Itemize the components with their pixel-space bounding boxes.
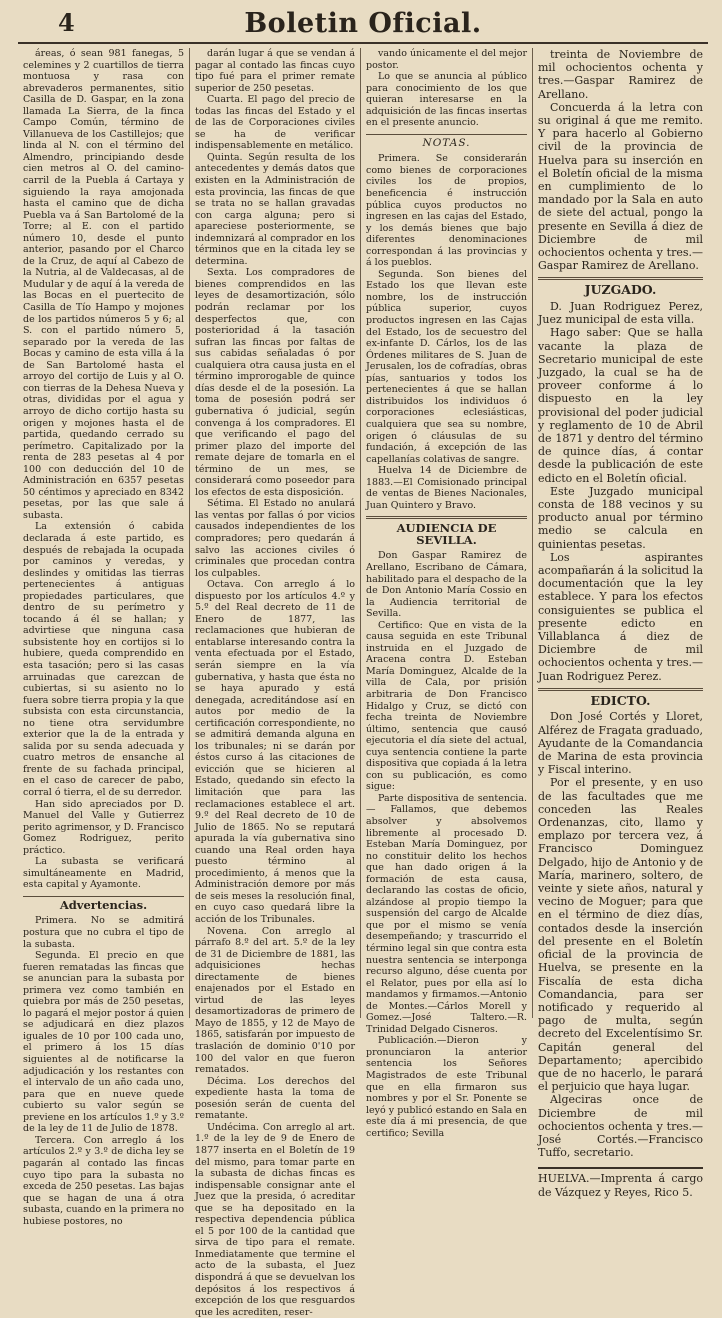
paragraph: D. Juan Rodriguez Perez, Juez municipal de esta villa.	[538, 300, 703, 327]
paragraph: treinta de Noviembre de mil ochocientos ochenta y tres.—Gaspar Ramirez de Arellano.	[538, 48, 703, 101]
paragraph: Tercera. Con arreglo á los artículos 2.º y 3.º de dicha ley se pagarán al contado las fincas cuyo tipo para la subasta no exceda de 250 pesetas. Las bajas que se hagan de una á otra subasta, cuando en la primera no hubiese postores, no	[23, 1134, 185, 1227]
paragraph: Por el presente, y en uso de las facultades que me conceden las Reales Ordenanzas, cito, llamo y emplazo por tercera vez, á Francisco Dominguez Delgado, hijo de Antonio y de María, marinero, soltero, de veinte y siete años, natural y vecino de Moguer; para que en el término de diez días, contados desde la inserción del presente en el Boletín oficial de la provincia de Huelva, se presente en la Fiscalía de esta dicha Comandancia, para ser notificado y requerido al pago de multa, según decreto del Excelentísimo Sr. Capitán general del Departamento; apercibido que de no hacerlo, le parará el perjuicio que haya lugar.	[538, 776, 703, 1094]
paragraph: Algeciras once de Diciembre de mil ochocientos ochenta y tres.—José Cortés.—Francisco Tuffo, secretario.	[538, 1093, 703, 1160]
paragraph: Segunda. Son bienes del Estado los que llevan este nombre, los de instrucción pública superior, cuyos productos ingresen en las Cajas del Estado, los de secuestro del ex-infante D. Cárlos, los de las Órdenes militares de S. Juan de Jerusalen, los de cofradías, obras pías, santuarios y todos los pertenecientes á que se hallan distribuidos los individuos ó corporaciones eclesiásticas, cualquiera que sea su nombre, origen ó cláusulas de su fundación, á excepción de las capellanías colativas de sangre.	[366, 268, 527, 465]
paragraph: La subasta se verificará simultáneamente en Madrid, esta capital y Ayamonte.	[23, 856, 184, 891]
paragraph: Han sido apreciados por D. Manuel del Valle y Gutierrez perito agrimensor, y D. Francisco Gomez Rodriguez, perito práctico.	[23, 798, 184, 856]
section-heading-notas: NOTAS.	[366, 134, 527, 150]
column-4	[532, 48, 708, 1199]
signature-paragraph: Huelva 14 de Diciembre de 1883.—El Comisionado principal de ventas de Bienes Nacionales, Juan Quintero y Bravo.	[366, 465, 527, 511]
paragraph: Los aspirantes acompañarán á la solicitud la documentación que la ley establece. Y para los efectos consiguientes se publica el presente edicto en Villablanca á diez de Diciembre de mil ochocientos ochenta y tres.—Juan Rodriguez Perez.	[538, 550, 703, 683]
paragraph: Hago saber: Que se halla vacante la plaza de Secretario municipal de este Juzgado, la cual se ha de proveer conforme á lo dispuesto en la ley provisional del poder judicial y reglamento de 10 de Abril de 1871 y dentro del término de quince días, á contar desde la publicación de este edicto en el Boletín oficial.	[538, 326, 703, 485]
section-heading-audiencia: AUDIENCIA DE SEVILLA.	[366, 516, 527, 546]
column-1	[18, 48, 189, 1227]
column-3	[360, 48, 532, 1139]
paragraph: Parte dispositiva de sentencia.— Fallamos, que debemos absolver y absolvemos libremente al procesado D. Esteban María Dominguez, por no constituir delito los hechos que han dado origen á la formación de esta causa, declarando las costas de oficio, alzándose al propio tiempo la suspensión del cargo de Alcalde que por el mismo se venía desempeñando; y trascurrido el término legal sin que contra esta nuestra sentencia se interponga recurso alguno, dése cuenta por el Relator, pues por ella así lo mandamos y firmamos.—Antonio de Montes.—Cárlos Morell y Gomez.—José Taltero.—R. Trinidad Delgado Cisneros.	[366, 792, 527, 1035]
paragraph: Lo que se anuncia al público para conocimiento de los que quieran interesarse en la adquisición de las fincas insertas en el presente anuncio.	[366, 71, 527, 129]
paragraph: Sétima. El Estado no anulará las ventas por fallas ó por vicios causados independientes de los compradores; pero quedarán á salvo las acciones civiles ó criminales que procedan contra los culpables.	[195, 498, 355, 579]
paragraph: Publicación.—Dieron y pronunciaron la anterior sentencia los Señores Magistrados de este Tribunal que en ella firmaron sus nombres y por el Sr. Ponente se leyó y publicó estando en Sala en este día á mi presencia, de que certifico; Sevilla	[366, 1035, 527, 1139]
paragraph: Certifico: Que en vista de la causa seguida en este Tribunal instruida en el Juzgado de Aracena contra D. Esteban María Dominguez, Alcalde de la villa de Cala, por prisión arbitraria de Don Francisco Hidalgo y Cruz, se dictó con fecha treinta de Noviembre último, sentencia que causó ejecutoria el día siete del actual, cuya sentencia contiene la parte dispositiva que copiada á la letra con su publicación, es como sigue:	[366, 619, 527, 793]
paper-title: Boletin Oficial.	[244, 8, 482, 39]
masthead	[18, 6, 708, 44]
paragraph: áreas, ó sean 981 fanegas, 5 celemines y 2 cuartillos de tierra montuosa y rasa con abrevaderos permanentes, sitio Casilla de D. Gaspar, en la zona llamada La Sierra, de la finca Campo Común, término de Villanueva de los Castillejos; que linda al N. con el término del Almendro, principiando desde cien metros al O. del camino-carril de la Puebla á Cartaya y siguiendo la raya amojonada hasta el camino que de dicha Puebla va á San Bartolomé de la Torre; al E. con el partido número 10, desde el punto anterior, pasando por el Charco de la Cruz, de aquí al Cabezo de la Nutria, al de Valdecasas, al de Mudular y de aquí á la vereda de las Bocas en el puertecito de Casilla de Tío Hampo y mojones de los partidos números 5 y 6; al S. con el partido número 5, separado por la vereda de las Bocas y camino de esta villa á la de San Bartolomé hasta el arroyo del cortijo de Luis y al O. con tierras de la Dehesa Nueva y otras, divididas por el agua y arroyo de dicho cortijo hasta su origen y mojones hasta el de partida, quedando cerrado su perímetro. Capitalizado por la renta de 283 pesetas al 4 por 100 con deducción del 10 de Administración en 6357 pesetas 50 céntimos y apreciado en 8342 pesetas, por las que sale á subasta.	[23, 48, 184, 521]
column-2	[189, 48, 360, 1318]
paragraph: Don José Cortés y Lloret, Alférez de Fragata graduado, Ayudante de la Comandancia de Marina de esta provincia y Fiscal interino.	[538, 710, 703, 777]
paragraph: Don Gaspar Ramirez de Arellano, Escribano de Cámara, habilitado para el despacho de la de Don Antonio María Cossio en la Audiencia territorial de Sevilla.	[366, 550, 527, 620]
paragraph: darán lugar á que se vendan á pagar al contado las fincas cuyo tipo fué para el primer remate superior de 250 pesetas.	[195, 48, 355, 94]
paragraph: Octava. Con arreglo á lo dispuesto por los artículos 4.º y 5.º del Real decreto de 11 de Enero de 1877, las reclamaciones que hubieran de entablarse interesando contra la venta efectuada por el Estado, serán siempre en la vía gubernativa, y hasta que ésta no se haya apurado y está denegada, acreditándose así en autos por medio de la certificación correspondiente, no se admitirá demanda alguna en los tribunales; ni se darán por éstos curso á las citaciones de evicción que se hicieren al Estado, quedando sin efecto la limitación que para las reclamaciones establece el art. 9.º del Real decreto de 10 de Julio de 1865. No se reputará apurada la vía gubernativa sino cuando una Real orden haya puesto término al procedimiento, á menos que la Administración demore por más de seis meses la resolución final, en cuyo caso quedará libre la acción de los Tribunales.	[195, 579, 355, 926]
paragraph: Novena. Con arreglo al párrafo 8.º del art. 5.º de la ley de 31 de Diciembre de 1881, las adquisiciones hechas directamente de bienes enajenados por el Estado en virtud de las leyes desamortizadoras de primero de Mayo de 1855, y 12 de Mayo de 1865, satisfarán por impuesto de traslación de dominio 0'10 por 100 del valor en que fueron rematados.	[195, 925, 355, 1076]
paragraph: La extensión ó cabida declarada á este partido, es después de rebajada la ocupada por caminos y veredas, y deslindes y omitidas las tierras pertenecientes á antiguas propiedades particulares, que dentro de su perímetro y tocando á él se hallan; y advirtiese que ninguna casa subsistente hoy en cortijos si lo hubiere, queda comprendido en esta tasación; pero si las casas arruinadas que carezcan de cubiertas, si su asiento no lo fuera sobre tierra propia y la que subsista con esta circunstancia, no tiene otra servidumbre exterior que la de la entrada y salida por su senda adecuada y cuatro metros de ensanche al frente de su fachada principal, en el caso de carecer de pabo, corral ó tierra, el de su derredor.	[23, 521, 184, 798]
paragraph: Concuerda á la letra con su original á que me remito. Y para hacerlo al Gobierno civil de la provincia de Huelva para su inserción en el Boletín oficial de la misma en cumplimiento de lo mandado por la Sala en auto de siete del actual, pongo la presente en Sevilla á diez de Diciembre de mil ochocientos ochenta y tres.—Gaspar Ramirez de Arellano.	[538, 100, 703, 273]
paragraph: Cuarta. El pago del precio de todas las fincas del Estado y el de las de Corporaciones civiles se ha de verificar indispensablemente en metálico.	[195, 94, 355, 152]
paragraph: Undécima. Con arreglo al art. 1.º de la ley de 9 de Enero de 1877 inserta en el Boletín de 19 del mismo, para tomar parte en la subasta de dichas fincas es indispensable consignar ante el Juez que la presida, ó acreditar que se ha depositado en la respectiva dependencia pública el 5 por 100 de la cantidad que sirva de tipo para el remate. Inmediatamente que termine el acto de la subasta, el Juez dispondrá á que se devuelvan los depósitos á los respectivos á excepción de los que resguardos que les acrediten, reser-	[195, 1121, 355, 1318]
paragraph: vando únicamente el del mejor postor.	[366, 48, 527, 71]
paragraph: Este Juzgado municipal consta de 188 vecinos y su producto anual por término medio se calcula en quinientas pesetas.	[538, 484, 703, 551]
paragraph: Quinta. Según resulta de los antecedentes y demás datos que existen en la Administración de esta provincia, las fincas de que se trata no se hallan gravadas con carga alguna; pero si apareciese posteriormente, se indemnizará al comprador en los términos que en la citada ley se determina.	[195, 151, 355, 267]
paragraph: Primera. Se considerarán como bienes de corporaciones civiles los de propios, beneficencia é instrucción pública cuyos productos no ingresen en las cajas del Estado, y los demás bienes que bajo diferentes denominaciones correspondan á las provincias y á los pueblos.	[366, 153, 527, 269]
printer-imprint: HUELVA.—Imprenta á cargo de Vázquez y Reyes, Rico 5.	[538, 1167, 703, 1198]
text-columns	[18, 48, 708, 1318]
paragraph: Segunda. El precio en que fueren rematadas las fincas que se anuncian para la subasta por primera vez como también en quiebra por más de 250 pesetas, lo pagará el mejor postor á quien se adjudicará en diez plazos iguales de 10 por 100 cada uno, el primero á los 15 días siguientes al de notificarse la adjudicación y los restantes con el intervalo de un año cada uno, para que en nueve quede cubierto su valor según se previene en los artículos 1.º y 3.º de la ley de 11 de Julio de 1878.	[23, 950, 184, 1135]
section-heading-advertencias: Advertencias.	[23, 896, 184, 912]
paragraph: Primera. No se admitirá postura que no cubra el tipo de la subasta.	[23, 915, 184, 950]
paragraph: Décima. Los derechos del expediente hasta la toma de posesión serán de cuenta del rematante.	[195, 1075, 355, 1122]
section-heading-edicto: EDICTO.	[538, 688, 703, 707]
section-heading-juzgado: JUZGADO.	[538, 277, 703, 296]
paragraph: Sexta. Los compradores de bienes comprendidos en las leyes de desamortización, sólo podrán reclamar por los desperfectos que, con posterioridad á la tasación sufran las fincas por faltas de sus cabidas señaladas ó por cualquiera otra causa justa en el término improrogable de quince días desde el de la posesión. La toma de posesión podrá ser gubernativa ó judicial, según convenga á los compradores. El que verificando el pago del primer plazo del importe del remate dejare de tomarla en el término de un mes, se considerará como poseedor para los efectos de esta disposición.	[195, 267, 355, 498]
page-number: 4	[58, 8, 75, 37]
